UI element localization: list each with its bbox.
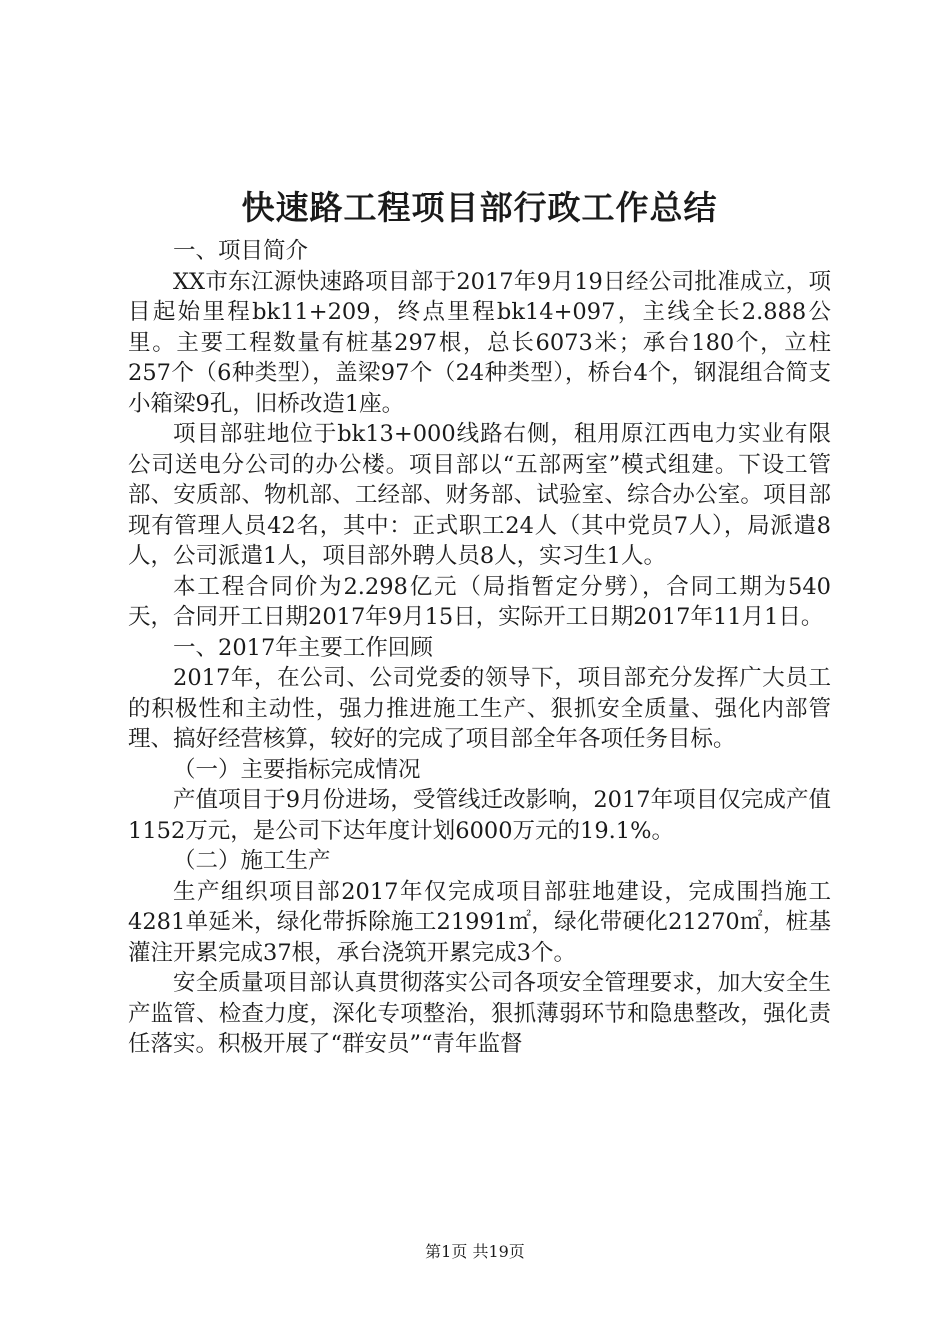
paragraph: 生产组织项目部2017年仅完成项目部驻地建设，完成围挡施工4281单延米，绿化带拆除施工21991㎡，绿化带硬化21270㎡，桩基灌注开累完成37根，承台浇筑开累完成3个。 [128,878,831,966]
section-heading: 一、2017年主要工作回顾 [173,634,433,661]
page-footer: 第1页 共19页 [425,1242,525,1261]
paragraph: 安全质量项目部认真贯彻落实公司各项安全管理要求，加大安全生产监管、检查力度，深化专项整治，狠抓薄弱环节和隐患整改，强化责任落实。积极开展了“群安员”“青年监督 [128,970,831,1057]
section-heading: 一、项目简介 [173,238,309,264]
document-page [128,180,831,1060]
paragraph: 本工程合同价为2.298亿元（局指暂定分劈），合同工期为540天，合同开工日期2017年9月15日，实际开工日期2017年11月1日。 [128,573,831,630]
paragraph: 项目部驻地位于bk13+000线路右侧，租用原江西电力实业有限公司送电分公司的办公楼。项目部以“五部两室”模式组建。下设工管部、安质部、物机部、工经部、财务部、试验室、综合办公室。项目部现有管理人员42名，其中：正式职工24人（其中党员7人），局派遣8人，公司派遣1人，项目部外聘人员8人，实习生1人。 [128,421,831,569]
paragraph: 2017年，在公司、公司党委的领导下，项目部充分发挥广大员工的积极性和主动性，强力推进施工生产、狠抓安全质量、强化内部管理、搞好经营核算，较好的完成了项目部全年各项任务目标。 [128,665,831,752]
paragraph: XX市东江源快速路项目部于2017年9月19日经公司批准成立，项目起始里程bk11+209，终点里程bk14+097，主线全长2.888公里。主要工程数量有桩基297根，总长6073米；承台180个，立柱257个（6种类型），盖梁97个（24种类型），桥台4个，钢混组合简支小箱梁9孔，旧桥改造1座。 [128,268,831,417]
subsection-heading: （一）主要指标完成情况 [173,756,421,783]
subsection-heading: （二）施工生产 [173,848,331,874]
document-title: 快速路工程项目部行政工作总结 [241,188,718,227]
paragraph: 产值项目于9月份进场，受管线迁改影响，2017年项目仅完成产值1152万元，是公司下达年度计划6000万元的19.1%。 [128,787,831,844]
